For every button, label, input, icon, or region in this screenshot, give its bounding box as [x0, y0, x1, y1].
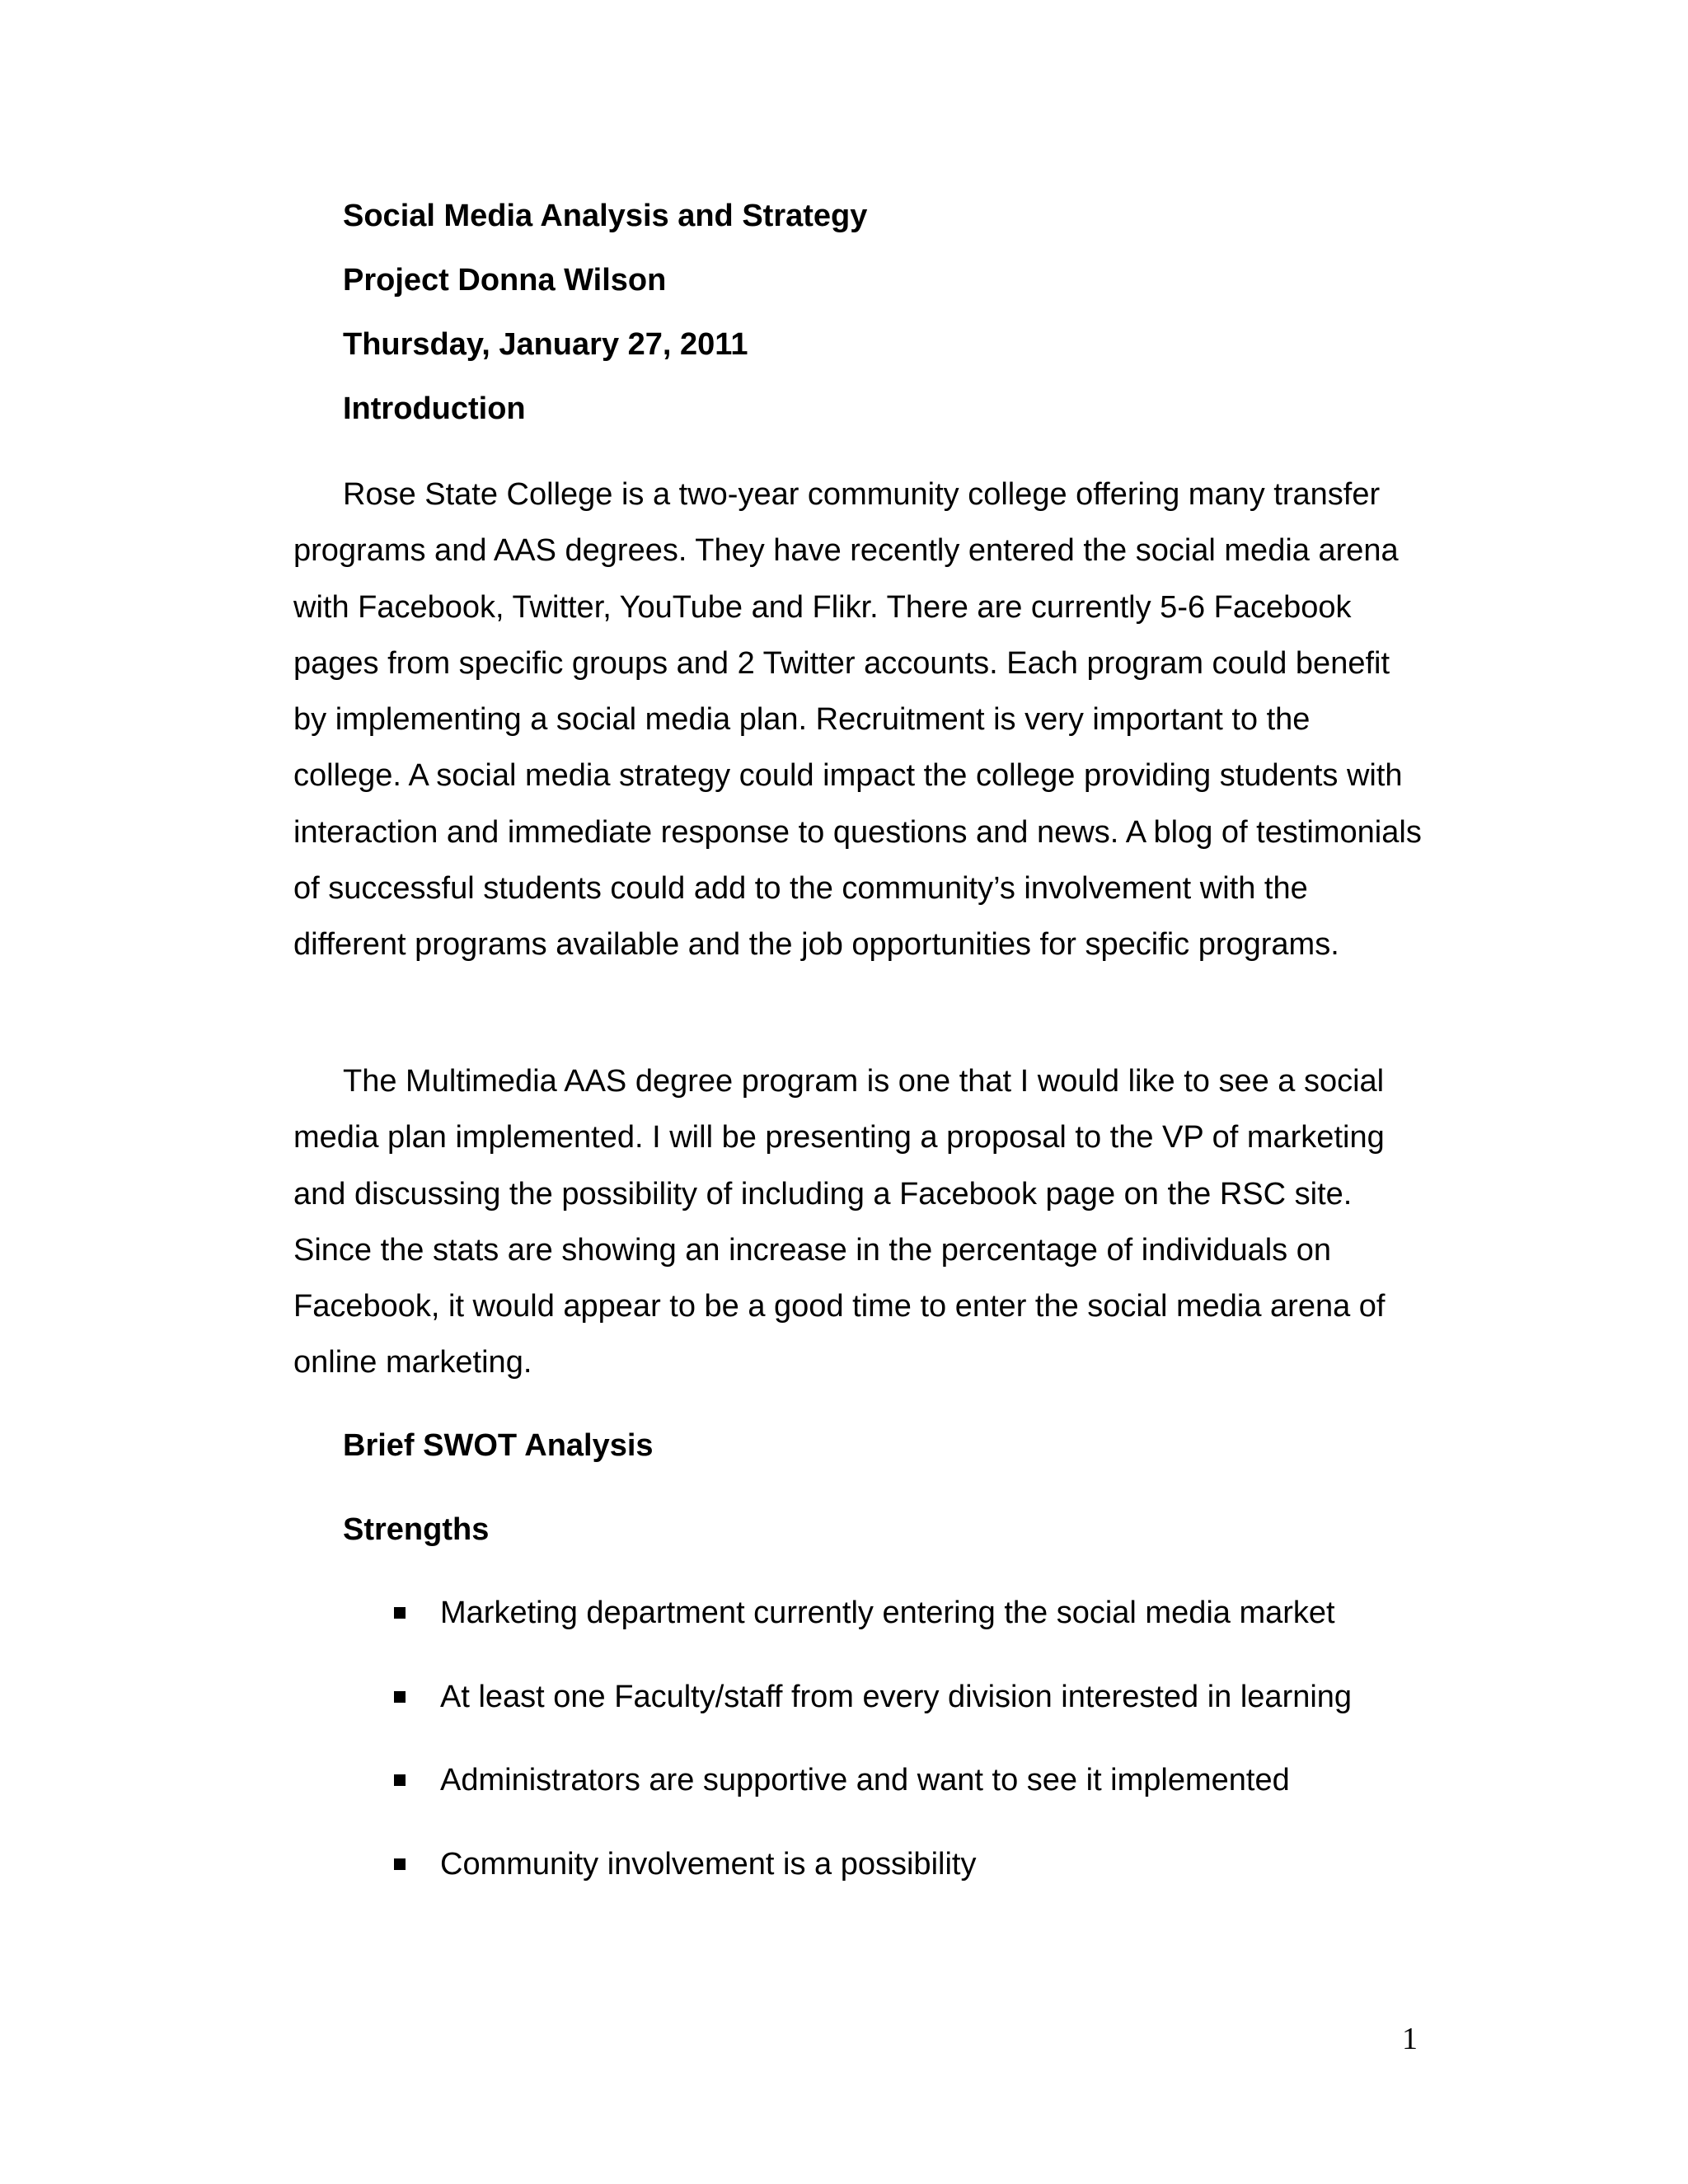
swot-heading: Brief SWOT Analysis: [343, 1428, 654, 1463]
introduction-paragraph-2: The Multimedia AAS degree program is one that I would like to see a social media plan implemented. I will be presenting a proposal to the VP of marketing and discussing the possibility of including a Facebook page on the RSC site. Since the stats are showing an increase in the percentage of individuals on Facebook, it would appear to be a good time to enter the social media arena of online marketing.: [293, 1064, 1386, 1380]
strength-text: Community involvement is a possibility: [440, 1847, 977, 1882]
square-bullet-icon: [394, 1607, 406, 1619]
strength-text: Marketing department currently entering the social media market: [440, 1596, 1335, 1630]
square-bullet-icon: [394, 1858, 406, 1870]
introduction-paragraph-1: Rose State College is a two-year community college offering many transfer programs and AAS degrees. They have recently entered the social media arena with Facebook, Twitter, YouTube and Flikr. There are currently 5-6 Facebook pages from specific groups and 2 Twitter accounts. Each program could benefit by implementing a social media plan. Recruitment is very important to the college. A social media strategy could impact the college providing students with interaction and immediate response to questions and news. A blog of testimonials of successful students could add to the community’s involvement with the different programs available and the job opportunities for specific programs.: [293, 477, 1422, 963]
introduction-heading: Introduction: [343, 391, 526, 426]
document-title: Social Media Analysis and Strategy: [343, 199, 868, 233]
strengths-heading: Strengths: [343, 1512, 490, 1547]
square-bullet-icon: [394, 1691, 406, 1703]
strength-text: Administrators are supportive and want to see it implemented: [440, 1763, 1290, 1797]
document-date: Thursday, January 27, 2011: [343, 327, 748, 362]
page-number: 1: [1402, 2022, 1418, 2056]
project-name: Project Donna Wilson: [343, 263, 667, 298]
strength-text: At least one Faculty/staff from every division interested in learning: [440, 1680, 1353, 1714]
square-bullet-icon: [394, 1774, 406, 1786]
